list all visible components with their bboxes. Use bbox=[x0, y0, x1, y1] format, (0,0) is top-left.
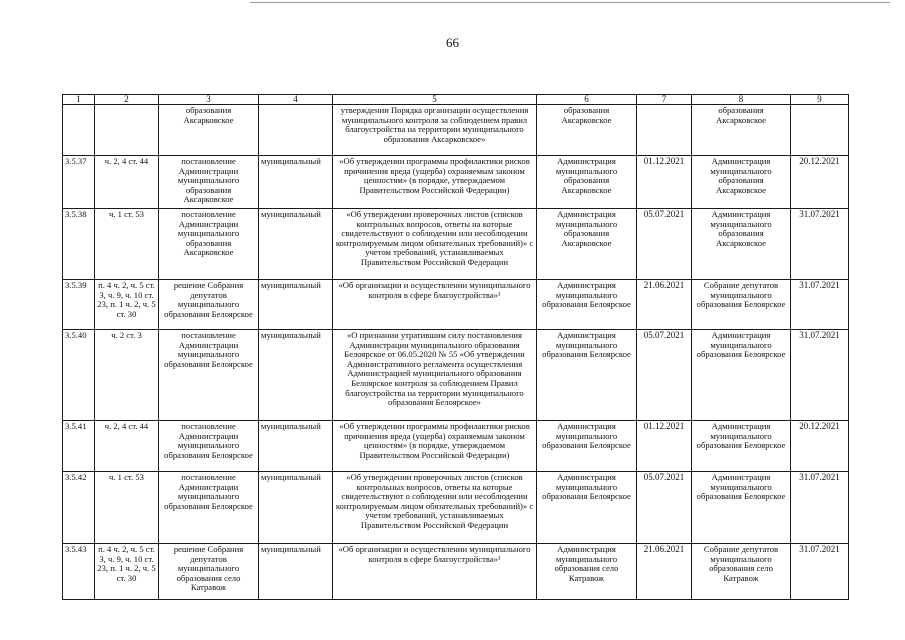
level-cell: муниципальный bbox=[259, 156, 333, 209]
approver-cell: Собрание депутатов муниципального образования село Катравож bbox=[692, 544, 791, 600]
table-row bbox=[63, 209, 849, 280]
item-number-cell: 3.5.38 bbox=[63, 209, 95, 280]
development-date-cell: 01.12.2021 bbox=[637, 421, 692, 472]
header-cell: 3 bbox=[159, 95, 259, 105]
approver-cell: образования Аксарковское bbox=[692, 105, 791, 156]
table-row bbox=[63, 421, 849, 472]
act-type-cell: постановление Администрации муниципального образования Белоярское bbox=[159, 472, 259, 544]
developer-cell: Администрация муниципального образования село Катравож bbox=[537, 544, 637, 600]
development-date-cell bbox=[637, 105, 692, 156]
development-date-cell: 01.12.2021 bbox=[637, 156, 692, 209]
header-cell: 5 bbox=[333, 95, 537, 105]
approval-date-cell: 31.07.2021 bbox=[791, 330, 849, 421]
item-number-cell: 3.5.39 bbox=[63, 280, 95, 330]
basis-cell: ч. 1 ст. 53 bbox=[95, 209, 159, 280]
act-type-cell: решение Собрания депутатов муниципального образования Белоярское bbox=[159, 280, 259, 330]
approver-cell: Администрация муниципального образования Белоярское bbox=[692, 421, 791, 472]
developer-cell: Администрация муниципального образования Белоярское bbox=[537, 280, 637, 330]
approval-date-cell: 20.12.2021 bbox=[791, 156, 849, 209]
item-number-cell: 3.5.42 bbox=[63, 472, 95, 544]
developer-cell: Администрация муниципального образования Белоярское bbox=[537, 330, 637, 421]
approval-date-cell: 31.07.2021 bbox=[791, 544, 849, 600]
approver-cell: Администрация муниципального образования Аксарковское bbox=[692, 209, 791, 280]
table-row bbox=[63, 472, 849, 544]
basis-cell: ч. 2, 4 ст. 44 bbox=[95, 156, 159, 209]
act-type-cell: постановление Администрации муниципального образования Белоярское bbox=[159, 421, 259, 472]
development-date-cell: 05.07.2021 bbox=[637, 209, 692, 280]
act-title-cell: «Об утверждении проверочных листов (списков контрольных вопросов, ответы на которые свидетельствуют о соблюдении или несоблюдении контролируемым лицом обязательных требований)» с учетом требований, устанавливаемых Правительством Российской Федерации bbox=[333, 209, 537, 280]
approver-cell: Администрация муниципального образования Белоярское bbox=[692, 472, 791, 544]
table-row bbox=[63, 105, 849, 156]
basis-cell: ч. 2, 4 ст. 44 bbox=[95, 421, 159, 472]
item-number-cell: 3.5.37 bbox=[63, 156, 95, 209]
item-number-cell bbox=[63, 105, 95, 156]
plan-table-body bbox=[63, 95, 849, 600]
page-number: 66 bbox=[446, 35, 459, 50]
header-cell: 7 bbox=[637, 95, 692, 105]
header-cell: 2 bbox=[95, 95, 159, 105]
act-type-cell: решение Собрания депутатов муниципального образования село Катравож bbox=[159, 544, 259, 600]
level-cell: муниципальный bbox=[259, 209, 333, 280]
table-row bbox=[63, 156, 849, 209]
approval-date-cell: 20.12.2021 bbox=[791, 421, 849, 472]
basis-cell bbox=[95, 105, 159, 156]
level-cell: муниципальный bbox=[259, 330, 333, 421]
approval-date-cell: 31.07.2021 bbox=[791, 209, 849, 280]
approver-cell: Администрация муниципального образования Белоярское bbox=[692, 330, 791, 421]
development-date-cell: 05.07.2021 bbox=[637, 330, 692, 421]
item-number-cell: 3.5.43 bbox=[63, 544, 95, 600]
act-title-cell: «Об утверждении программы профилактики рисков причинения вреда (ущерба) охраняемым законом ценностям» (в порядке, утверждаемом Правительством Российской Федерации) bbox=[333, 421, 537, 472]
header-cell: 8 bbox=[692, 95, 791, 105]
header-cell: 4 bbox=[259, 95, 333, 105]
developer-cell: Администрация муниципального образования Аксарковское bbox=[537, 156, 637, 209]
act-type-cell: образования Аксарковское bbox=[159, 105, 259, 156]
developer-cell: Администрация муниципального образования Белоярское bbox=[537, 472, 637, 544]
level-cell: муниципальный bbox=[259, 472, 333, 544]
approval-date-cell: 31.07.2021 bbox=[791, 472, 849, 544]
header-cell: 1 bbox=[63, 95, 95, 105]
developer-cell: образования Аксарковское bbox=[537, 105, 637, 156]
item-number-cell: 3.5.40 bbox=[63, 330, 95, 421]
level-cell: муниципальный bbox=[259, 544, 333, 600]
top-border-line bbox=[250, 2, 890, 3]
act-type-cell: постановление Администрации муниципального образования Аксарковское bbox=[159, 156, 259, 209]
header-cell: 9 bbox=[791, 95, 849, 105]
development-date-cell: 21.06.2021 bbox=[637, 280, 692, 330]
level-cell: муниципальный bbox=[259, 421, 333, 472]
basis-cell: п. 4 ч. 2, ч. 5 ст. 3, ч. 9, ч. 10 ст. 23, п. 1 ч. 2, ч. 5 ст. 30 bbox=[95, 544, 159, 600]
development-date-cell: 05.07.2021 bbox=[637, 472, 692, 544]
developer-cell: Администрация муниципального образования Белоярское bbox=[537, 421, 637, 472]
item-number-cell: 3.5.41 bbox=[63, 421, 95, 472]
act-title-cell: «О признании утратившим силу постановления Администрации муниципального образования Белоярское от 06.05.2020 № 55 «Об утверждении Административного регламента осуществления Администрацией муниципального образования Белоярское контроля за соблюдением Правил благоустройства на территории муниципального образования Белоярское» bbox=[333, 330, 537, 421]
approver-cell: Администрация муниципального образования Аксарковское bbox=[692, 156, 791, 209]
plan-table bbox=[62, 94, 849, 600]
development-date-cell: 21.06.2021 bbox=[637, 544, 692, 600]
header-cell: 6 bbox=[537, 95, 637, 105]
act-type-cell: постановление Администрации муниципального образования Аксарковское bbox=[159, 209, 259, 280]
developer-cell: Администрация муниципального образования Аксарковское bbox=[537, 209, 637, 280]
approval-date-cell bbox=[791, 105, 849, 156]
approver-cell: Собрание депутатов муниципального образования Белоярское bbox=[692, 280, 791, 330]
level-cell: муниципальный bbox=[259, 280, 333, 330]
act-title-cell: утверждении Порядка организации осуществления муниципального контроля за соблюдением правил благоустройства на территории муниципального образования Аксарковское» bbox=[333, 105, 537, 156]
basis-cell: п. 4 ч. 2, ч. 5 ст. 3, ч. 9, ч. 10 ст. 23, п. 1 ч. 2, ч. 5 ст. 30 bbox=[95, 280, 159, 330]
basis-cell: ч. 1 ст. 53 bbox=[95, 472, 159, 544]
table-row bbox=[63, 544, 849, 600]
table-header-row bbox=[63, 95, 849, 105]
act-title-cell: «Об утверждении проверочных листов (списков контрольных вопросов, ответы на которые свидетельствуют о соблюдении или несоблюдении контролируемым лицом обязательных требований)» с учетом требований, устанавливаемых Правительством Российской Федерации bbox=[333, 472, 537, 544]
basis-cell: ч. 2 ст. 3 bbox=[95, 330, 159, 421]
act-title-cell: «Об организации и осуществлении муниципального контроля в сфере благоустройства»¹ bbox=[333, 544, 537, 600]
table-row bbox=[63, 280, 849, 330]
act-title-cell: «Об организации и осуществлении муниципального контроля в сфере благоустройства»¹ bbox=[333, 280, 537, 330]
approval-date-cell: 31.07.2021 bbox=[791, 280, 849, 330]
act-title-cell: «Об утверждении программы профилактики рисков причинения вреда (ущерба) охраняемым законом ценностям» (в порядке, утверждаемом Правительством Российской Федерации) bbox=[333, 156, 537, 209]
level-cell bbox=[259, 105, 333, 156]
act-type-cell: постановление Администрации муниципального образования Белоярское bbox=[159, 330, 259, 421]
table-row bbox=[63, 330, 849, 421]
